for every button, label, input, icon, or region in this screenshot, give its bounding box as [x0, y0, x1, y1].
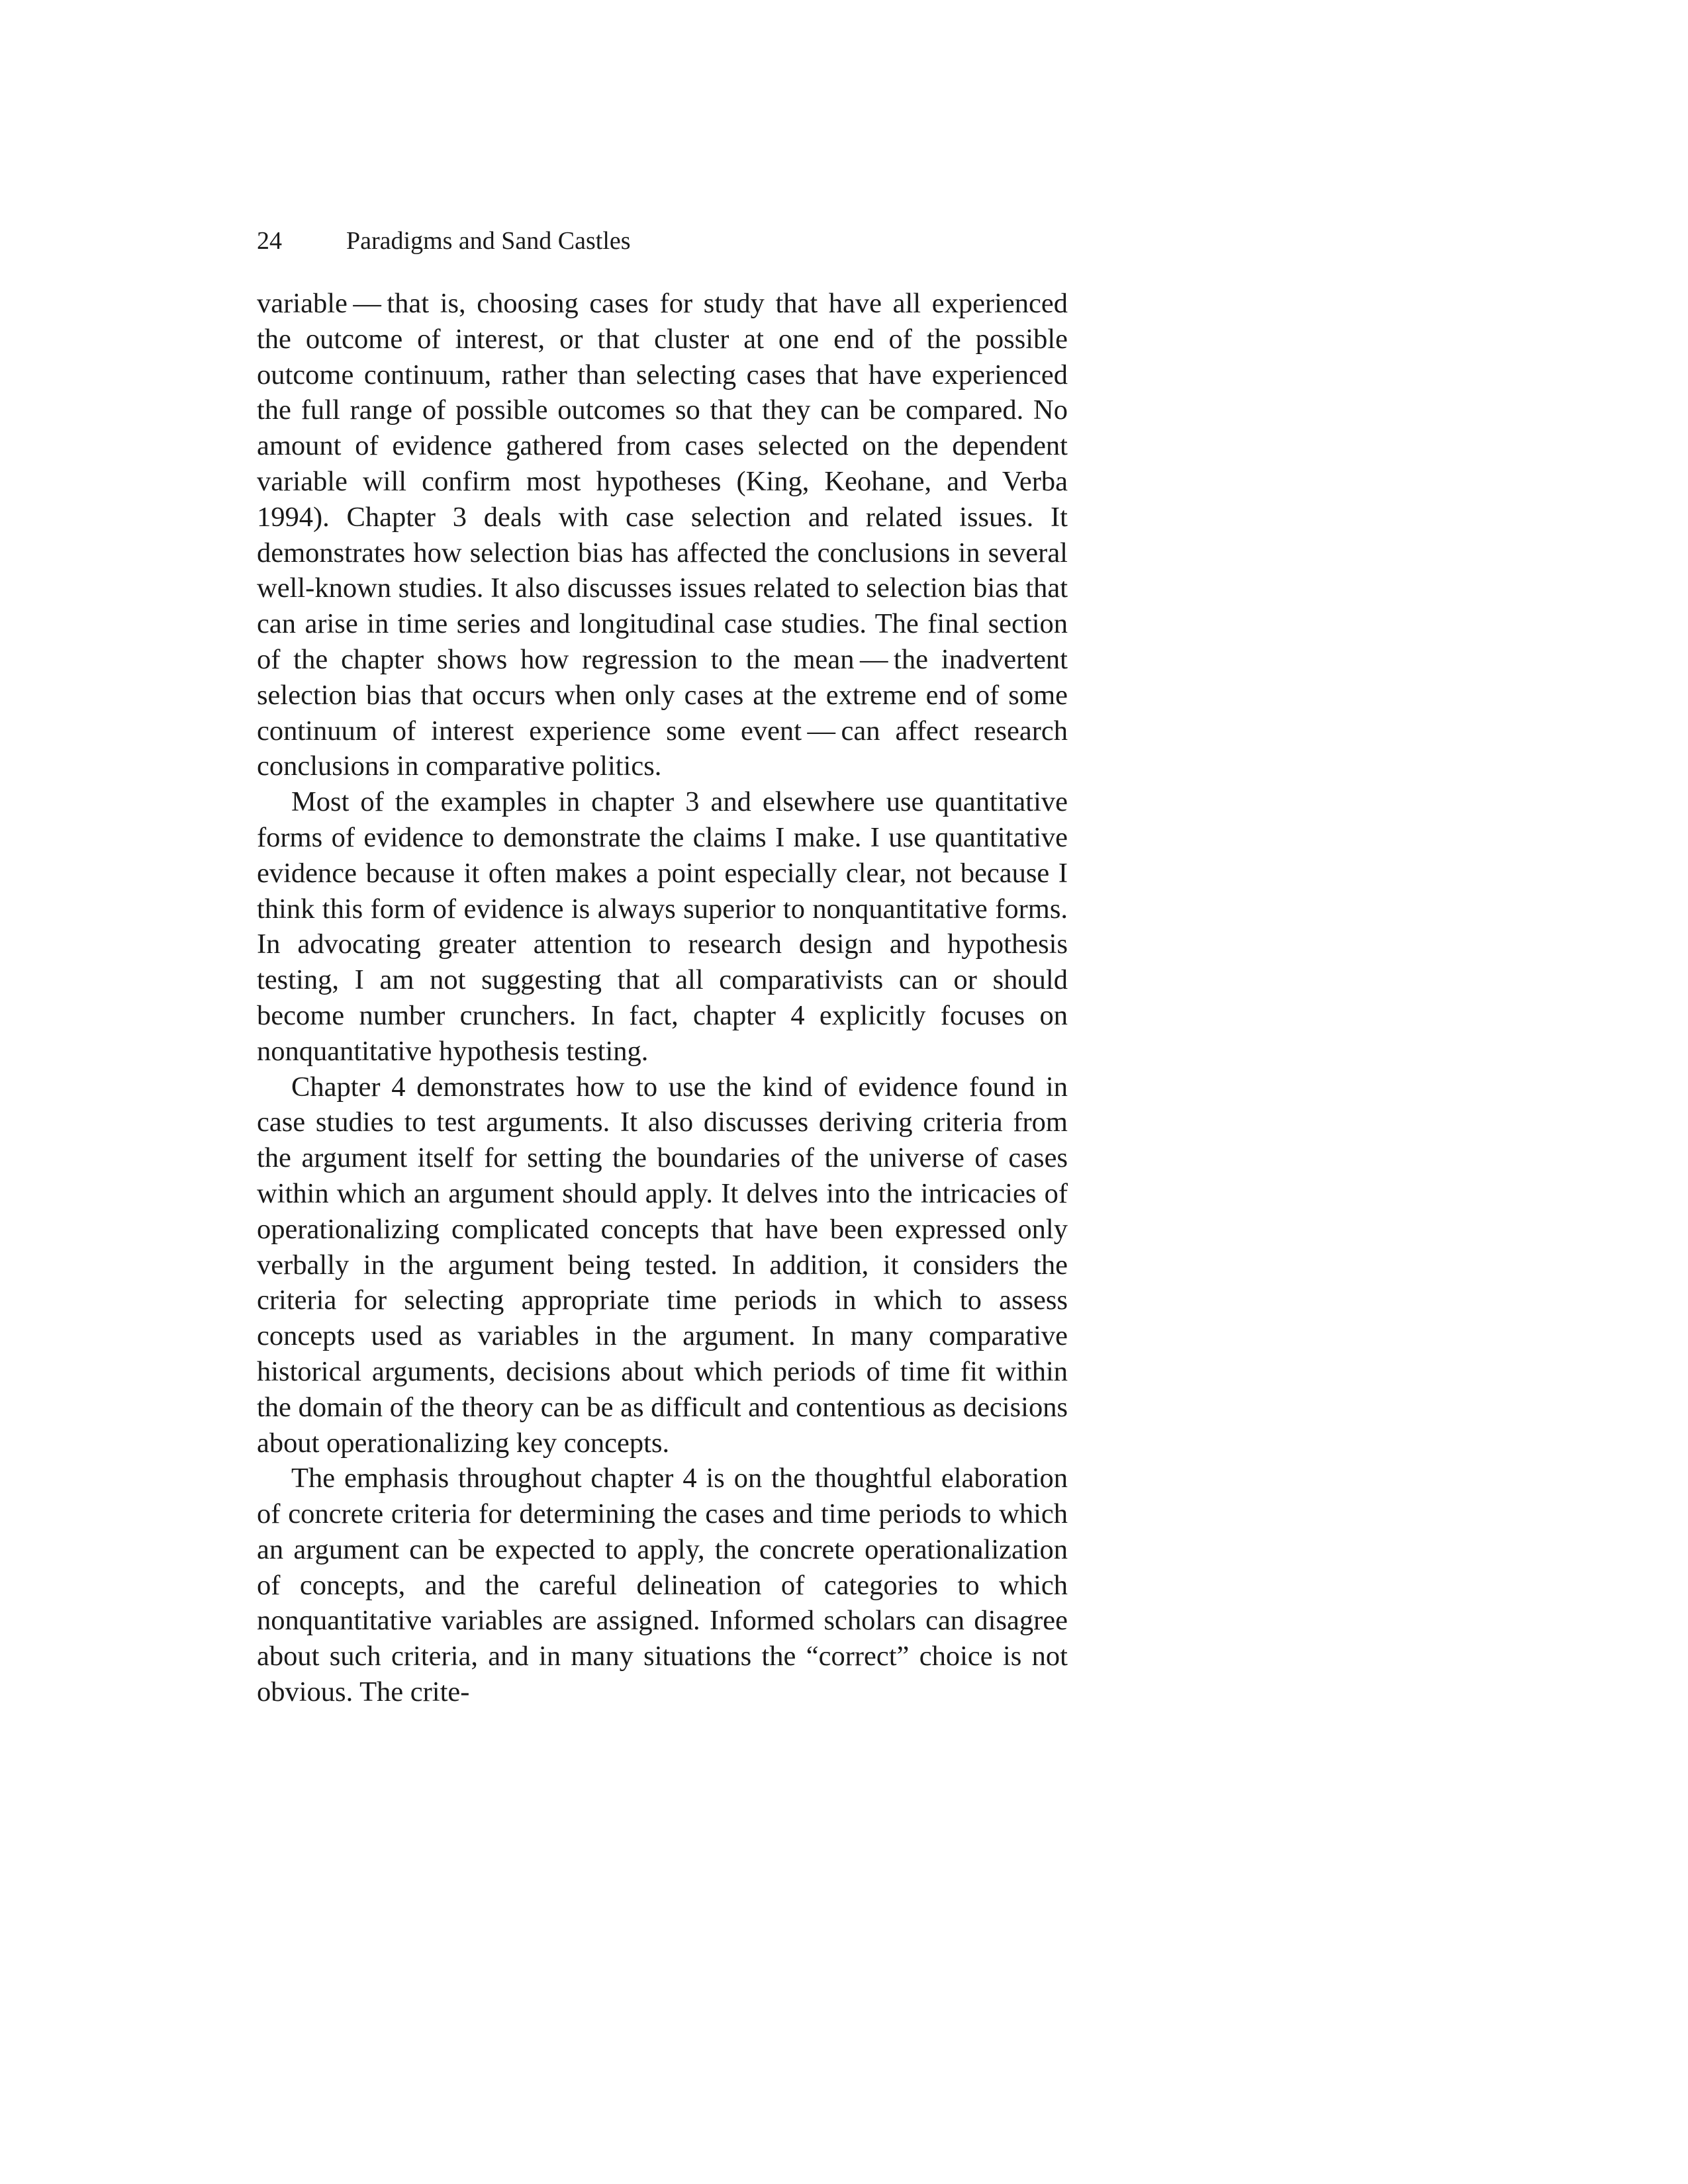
- running-head: [257, 224, 1071, 258]
- paragraph: Most of the examples in chapter 3 and elsewhere use quantitative forms of evidence to demonstrate the claims I make. I use quantitative evidence because it often makes a point especially clear, not because I think this form of evidence is always superior to nonquantitative forms. In advocating greater attention to research design and hypothesis testing, I am not suggesting that all comparativists can or should become number crunchers. In fact, chapter 4 explicitly focuses on nonquantitative hypothesis testing.: [257, 786, 1068, 1067]
- paragraph-continued: variable — that is, choosing cases for study that have all experienced the outcome of interest, or that cluster at one end of the possible outcome continuum, rather than selecting cases that have experienced the full range of possible outcomes so that they can be compared. No amount of evidence gathered from cases selected on the dependent variable will confirm most hypotheses (King, Keohane, and Verba 1994). Chapter 3 deals with case selection and related issues. It demonstrates how selection bias has affected the conclusions in several well-known studies. It also discusses issues related to selection bias that can arise in time series and longitudinal case studies. The final section of the chapter shows how regression to the mean — the inadvertent selection bias that occurs when only cases at the extreme end of some continuum of interest experience some event — can affect research conclusions in comparative politics.: [257, 288, 1068, 782]
- page-number: 24: [257, 227, 282, 255]
- running-title: Paradigms and Sand Castles: [346, 227, 631, 255]
- paragraph: The emphasis throughout chapter 4 is on the thoughtful elaboration of concrete criteria for determining the cases and time periods to which an argument can be expected to apply, the concrete operationalization of concepts, and the careful delineation of categories to which nonquantitative variables are assigned. Informed scholars can disagree about such criteria, and in many situations the “correct” choice is not obvious. The crite-: [257, 1463, 1068, 1708]
- body-text: [257, 286, 1068, 1710]
- paragraph: Chapter 4 demonstrates how to use the kind of evidence found in case studies to test arguments. It also discusses deriving criteria from the argument itself for setting the boundaries of the universe of cases within which an argument should apply. It delves into the intricacies of operationalizing complicated concepts that have been expressed only verbally in the argument being tested. In addition, it considers the criteria for selecting appropriate time periods in which to assess concepts used as variables in the argument. In many comparative historical arguments, decisions about which periods of time fit within the domain of the theory can be as difficult and contentious as decisions about operationalizing key concepts.: [257, 1071, 1068, 1459]
